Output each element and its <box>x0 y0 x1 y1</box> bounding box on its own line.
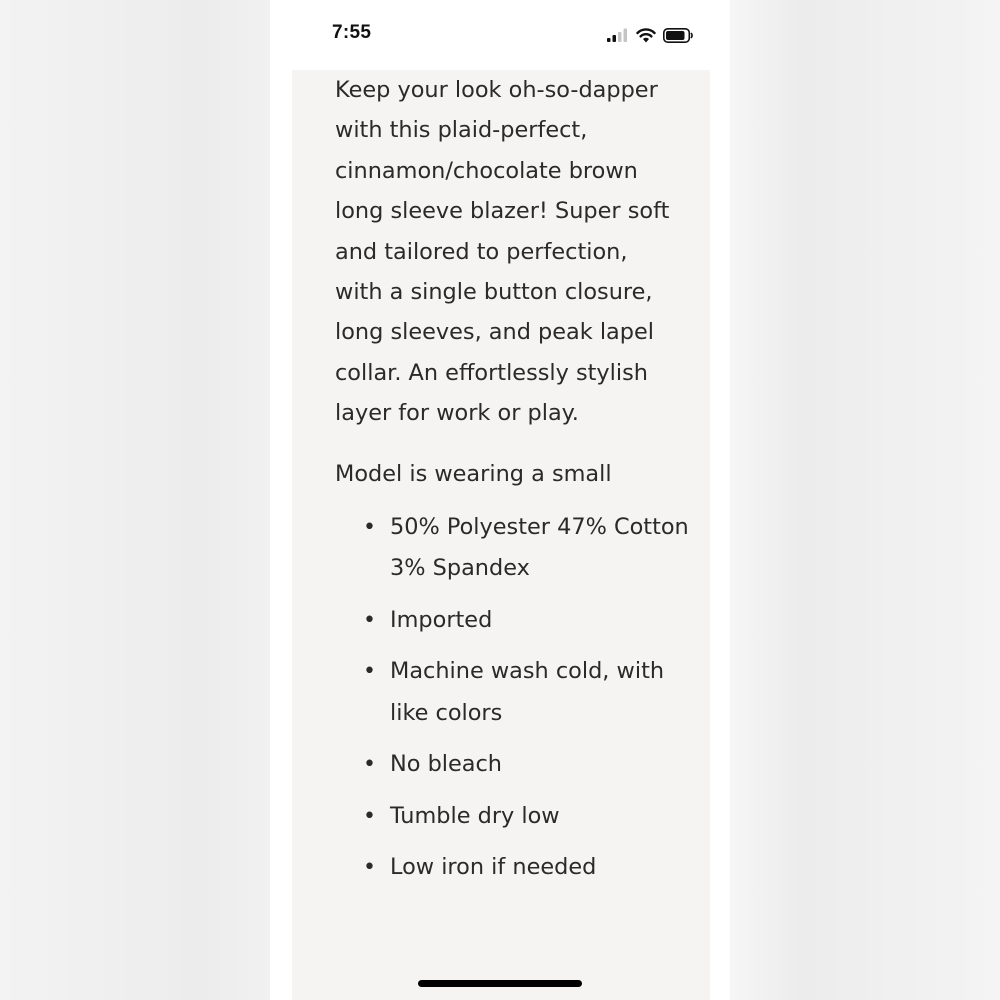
list-item-text: Imported <box>390 606 493 633</box>
list-item <box>335 600 695 642</box>
phone-screen <box>270 0 730 1000</box>
product-description: Keep your look oh-so-dapper with this plaid-perfect, cinnamon/chocolate brown long sleeve blazer! Super soft and tailored to perfection, with a single button closure, long sleeves, and peak lapel collar. An effortlessly stylish layer for work or play. <box>335 77 670 427</box>
list-item <box>335 744 695 786</box>
bullet-icon: • <box>363 855 376 881</box>
bullet-icon: • <box>363 752 376 778</box>
wifi-icon <box>636 28 656 43</box>
model-size-note: Model is wearing a small <box>335 460 612 487</box>
bullet-icon: • <box>363 659 376 685</box>
product-details <box>335 70 695 899</box>
list-item-text: No bleach <box>390 751 502 778</box>
product-details-list <box>335 507 695 889</box>
status-icons <box>607 26 694 44</box>
status-time: 7:55 <box>332 22 372 43</box>
list-item-text: 50% Polyester 47% Cotton 3% Spandex <box>390 513 689 582</box>
list-item <box>335 651 695 734</box>
list-item-text: Machine wash cold, with like colors <box>390 658 665 726</box>
bullet-icon: • <box>363 803 376 829</box>
list-item <box>335 796 695 838</box>
list-item <box>335 507 695 590</box>
list-item-text: Tumble dry low <box>390 802 560 829</box>
status-bar <box>270 0 730 70</box>
battery-icon <box>663 28 694 43</box>
list-item <box>335 847 695 889</box>
home-indicator[interactable] <box>418 980 582 987</box>
list-item-text: Low iron if needed <box>390 854 597 881</box>
bullet-icon: • <box>363 514 376 540</box>
bullet-icon: • <box>363 607 376 633</box>
cellular-signal-icon <box>607 28 629 42</box>
